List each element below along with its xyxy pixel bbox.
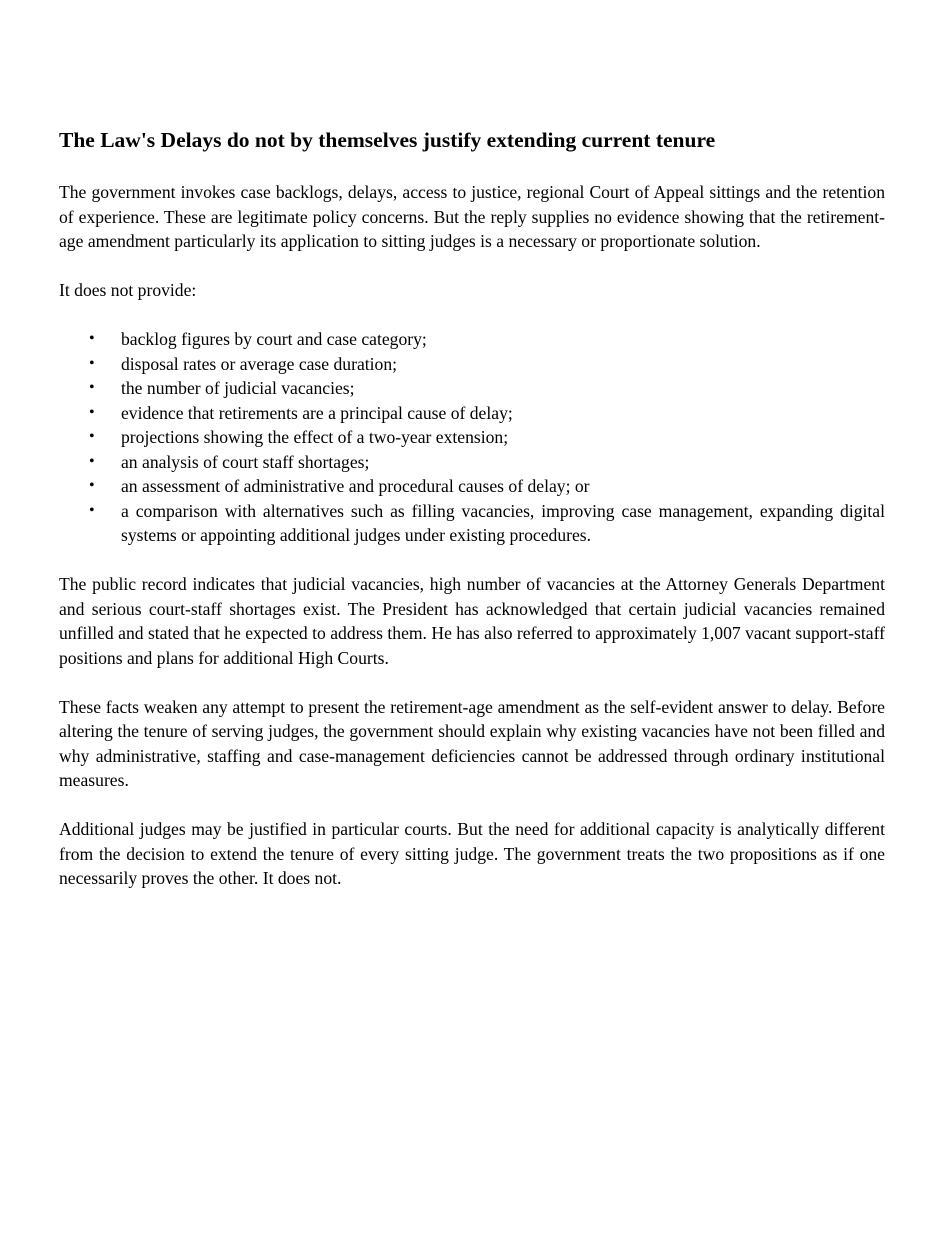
paragraph-facts-weaken: These facts weaken any attempt to present the retirement-age amendment as the self-evident answer to delay. Before altering the tenure of serving judges, the government should explain why existing vacancies have not been filled and why administrative, staffing and case-management deficiencies cannot be addressed through ordinary institutional measures. [59,696,885,790]
bullet-icon: • [89,403,95,421]
list-item-text: the number of judicial vacancies; [121,378,355,398]
bullet-icon: • [89,428,95,445]
paragraph-additional-judges: Additional judges may be justified in particular courts. But the need for additional capacity is analytically different from the decision to extend the tenure of every sitting judge. The government treats the two propositions as if one necessarily proves the other. It does not. [59,819,885,888]
section-heading: The Law's Delays do not by themselves justify extending current tenure [59,128,716,152]
bullet-icon: • [89,501,95,519]
paragraph-does-not-provide: It does not provide: [59,280,197,300]
list-item [59,450,885,475]
list-item [59,474,885,499]
list-item-text: evidence that retirements are a principal cause of delay; [121,402,513,423]
list-item [59,401,885,426]
paragraph-public-record: The public record indicates that judicial vacancies, high number of vacancies at the Attorney Generals Department and serious court-staff shortages exist. The President has acknowledged that certain judicial vacancies remained unfilled and stated that he expected to address them. He has also referred to approximately 1,007 vacant support-staff positions and plans for additional High Courts. [59,574,885,668]
list-item [59,376,885,401]
list-item-text: backlog figures by court and case category; [121,329,427,349]
bullet-icon: • [89,354,95,372]
list-item [59,499,885,548]
paragraph-government-invokes: The government invokes case backlogs, delays, access to justice, regional Court of Appeal sittings and the retention of experience. These are legitimate policy concerns. But the reply supplies no evidence showing that the retirement-age amendment particularly its application to sitting judges is a necessary or proportionate solution. [59,182,885,251]
list-item-text: an analysis of court staff shortages; [121,451,370,472]
bullet-icon: • [89,379,95,396]
document-page [59,126,885,915]
list-item [59,327,885,352]
list-item-text: an assessment of administrative and procedural causes of delay; or [121,476,590,496]
missing-evidence-list [59,327,885,548]
list-item [59,352,885,377]
list-item-text: projections showing the effect of a two-year extension; [121,427,509,447]
list-item-text: a comparison with alternatives such as filling vacancies, improving case management, expanding digital systems or appointing additional judges under existing procedures. [121,500,885,545]
bullet-icon: • [89,452,95,470]
bullet-icon: • [89,330,95,347]
list-item [59,425,885,450]
bullet-icon: • [89,477,95,494]
list-item-text: disposal rates or average case duration; [121,353,398,374]
